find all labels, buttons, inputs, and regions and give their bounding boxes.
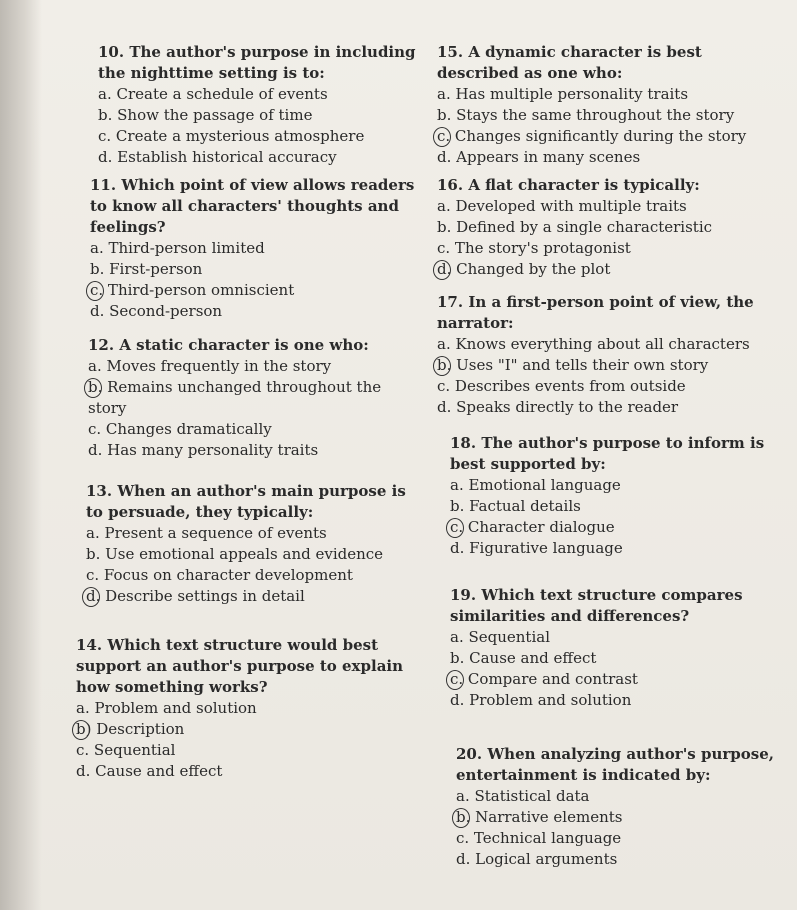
- answer-option: a. Sequential: [450, 628, 550, 646]
- answer-option: b. Cause and effect: [450, 649, 597, 667]
- answer-option: c. Create a mysterious atmosphere: [98, 127, 365, 145]
- question-14: [76, 635, 403, 782]
- answer-option-selected: b) Description: [76, 719, 403, 740]
- question-stem: 14. Which text structure would best: [76, 636, 379, 654]
- answer-option: d. Problem and solution: [450, 691, 632, 709]
- question-stem: described as one who:: [437, 64, 623, 82]
- question-15: [437, 42, 746, 168]
- question-stem: entertainment is indicated by:: [456, 766, 711, 784]
- answer-option: a. Problem and solution: [76, 699, 257, 717]
- question-stem: support an author's purpose to explain: [76, 657, 404, 675]
- answer-option: b. Factual details: [450, 497, 581, 515]
- answer-option: c. Describes events from outside: [437, 377, 686, 395]
- page-edge-shadow: [0, 0, 42, 910]
- answer-option: d. Second-person: [90, 302, 223, 320]
- question-stem: 15. A dynamic character is best: [437, 43, 702, 61]
- answer-option-selected: c. Third-person omniscient: [90, 280, 414, 301]
- answer-option: d. Cause and effect: [76, 762, 223, 780]
- question-stem: 19. Which text structure compares: [450, 586, 743, 604]
- question-stem: narrator:: [437, 314, 514, 332]
- answer-option: b. Show the passage of time: [98, 106, 313, 124]
- answer-option: c. Focus on character development: [86, 566, 353, 584]
- question-stem: 17. In a first-person point of view, the: [437, 293, 754, 311]
- answer-option-selected: b. Uses "I" and tells their own story: [437, 355, 754, 376]
- answer-option: a. Create a schedule of events: [98, 85, 328, 103]
- question-stem: 12. A static character is one who:: [88, 336, 369, 354]
- answer-option: b. Use emotional appeals and evidence: [86, 545, 384, 563]
- question-stem: similarities and differences?: [450, 607, 690, 625]
- question-16: [437, 175, 712, 280]
- answer-option: a. Developed with multiple traits: [437, 197, 687, 215]
- question-stem: how something works?: [76, 678, 268, 696]
- answer-option: c. Sequential: [76, 741, 176, 759]
- answer-option: d. Has many personality traits: [88, 441, 319, 459]
- answer-option: a. Has multiple personality traits: [437, 85, 689, 103]
- question-stem: to know all characters' thoughts and: [90, 197, 399, 215]
- question-stem: 11. Which point of view allows readers: [90, 176, 415, 194]
- question-13: [86, 481, 406, 607]
- answer-option: a. Statistical data: [456, 787, 590, 805]
- answer-option: a. Third-person limited: [90, 239, 265, 257]
- question-20: [456, 744, 774, 870]
- question-18: [450, 433, 764, 559]
- answer-option: b. Defined by a single characteristic: [437, 218, 713, 236]
- question-stem: the nighttime setting is to:: [98, 64, 325, 82]
- question-stem: 18. The author's purpose to inform is: [450, 434, 765, 452]
- question-stem: best supported by:: [450, 455, 606, 473]
- answer-option: d. Establish historical accuracy: [98, 148, 337, 166]
- answer-option-continuation: story: [88, 399, 127, 417]
- question-12: [88, 335, 381, 461]
- question-stem: 16. A flat character is typically:: [437, 176, 700, 194]
- answer-option: a. Moves frequently in the story: [88, 357, 332, 375]
- answer-option-selected: d. Changed by the plot: [437, 259, 712, 280]
- answer-option: c. The story's protagonist: [437, 239, 631, 257]
- answer-option: b. Stays the same throughout the story: [437, 106, 735, 124]
- answer-option: d. Figurative language: [450, 539, 623, 557]
- question-stem: 13. When an author's main purpose is: [86, 482, 406, 500]
- answer-option: c. Technical language: [456, 829, 622, 847]
- question-stem: 20. When analyzing author's purpose,: [456, 745, 774, 763]
- answer-option: c. Changes dramatically: [88, 420, 272, 438]
- answer-option-selected: c. Compare and contrast: [450, 669, 743, 690]
- question-stem: feelings?: [90, 218, 166, 236]
- question-11: [90, 175, 414, 322]
- question-stem: to persuade, they typically:: [86, 503, 314, 521]
- answer-option: a. Present a sequence of events: [86, 524, 327, 542]
- answer-option: a. Knows everything about all characters: [437, 335, 750, 353]
- question-10: [98, 42, 416, 168]
- answer-option-selected: b. Narrative elements: [456, 807, 774, 828]
- answer-option-selected: c. Changes significantly during the story: [437, 127, 747, 145]
- answer-option: d. Speaks directly to the reader: [437, 398, 679, 416]
- question-19: [450, 585, 743, 711]
- answer-option: d. Logical arguments: [456, 850, 618, 868]
- answer-option: d. Appears in many scenes: [437, 148, 641, 166]
- answer-option-selected: b. Remains unchanged throughout the: [88, 378, 382, 396]
- answer-option-selected: d. Describe settings in detail: [86, 586, 406, 607]
- answer-option-selected: c. Character dialogue: [450, 517, 764, 538]
- question-stem: 10. The author's purpose in including: [98, 43, 416, 61]
- question-17: [437, 292, 754, 418]
- answer-option: a. Emotional language: [450, 476, 621, 494]
- answer-option: b. First-person: [90, 260, 203, 278]
